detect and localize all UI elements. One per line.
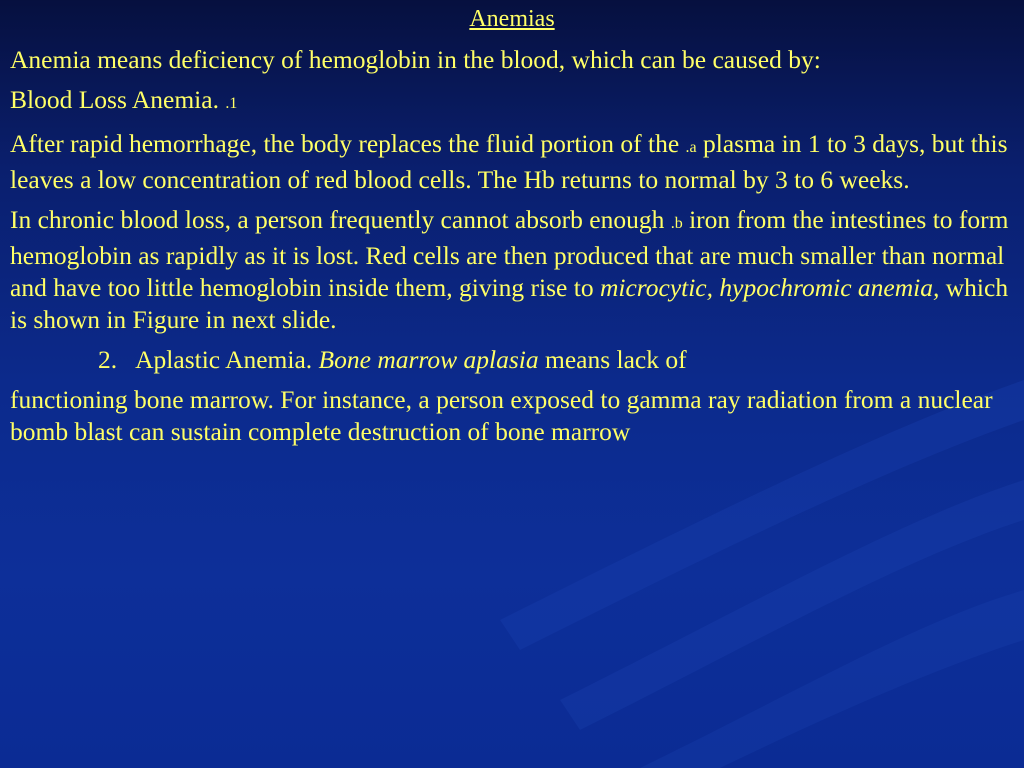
section-2-emphasis: Bone marrow aplasia xyxy=(318,345,539,374)
slide-body xyxy=(10,44,1015,456)
section-1-heading xyxy=(10,84,1015,120)
item-a-paragraph xyxy=(10,128,1015,196)
item-a-text: After rapid hemorrhage, the body replaces the fluid portion of the xyxy=(10,129,686,158)
section-2-paragraph xyxy=(10,384,1015,448)
intro-text: Anemia means deficiency of hemoglobin in the blood, which can be caused by: xyxy=(10,45,821,74)
item-b-paragraph xyxy=(10,204,1015,336)
section-1-marker: .1 xyxy=(225,95,238,112)
intro-paragraph xyxy=(10,44,1015,76)
item-a-rest: plasma in 1 to 3 days, but this leaves a low concentration of red blood cells. The Hb returns to normal by 3 to 6 weeks. xyxy=(10,129,1008,194)
section-1-title: Blood Loss Anemia. xyxy=(10,85,226,114)
item-a-marker: .a xyxy=(685,139,697,156)
item-b-marker: .b xyxy=(670,215,683,232)
item-b-text: In chronic blood loss, a person frequently cannot absorb enough xyxy=(10,205,671,234)
section-2-body: functioning bone marrow. For instance, a person exposed to gamma ray radiation from a nuclear bomb blast can sustain complete destruction of bone marrow xyxy=(10,385,993,446)
item-b-rest: iron from the intestines to form hemoglobin as rapidly as it is lost. Red cells are then produced that are much smaller than normal and have too little hemoglobin inside them, giving rise to xyxy=(10,205,1009,302)
item-b-emphasis: microcytic, hypochromic anemia, xyxy=(599,273,940,302)
slide-title: Anemias xyxy=(469,6,555,32)
section-2-title: Aplastic Anemia. xyxy=(135,345,319,374)
section-2-heading xyxy=(10,344,1015,376)
section-2-tail: means lack of xyxy=(538,345,687,374)
item-b-tail: which is shown in Figure in next slide. xyxy=(10,273,1009,334)
section-2-number: 2. xyxy=(98,345,118,374)
